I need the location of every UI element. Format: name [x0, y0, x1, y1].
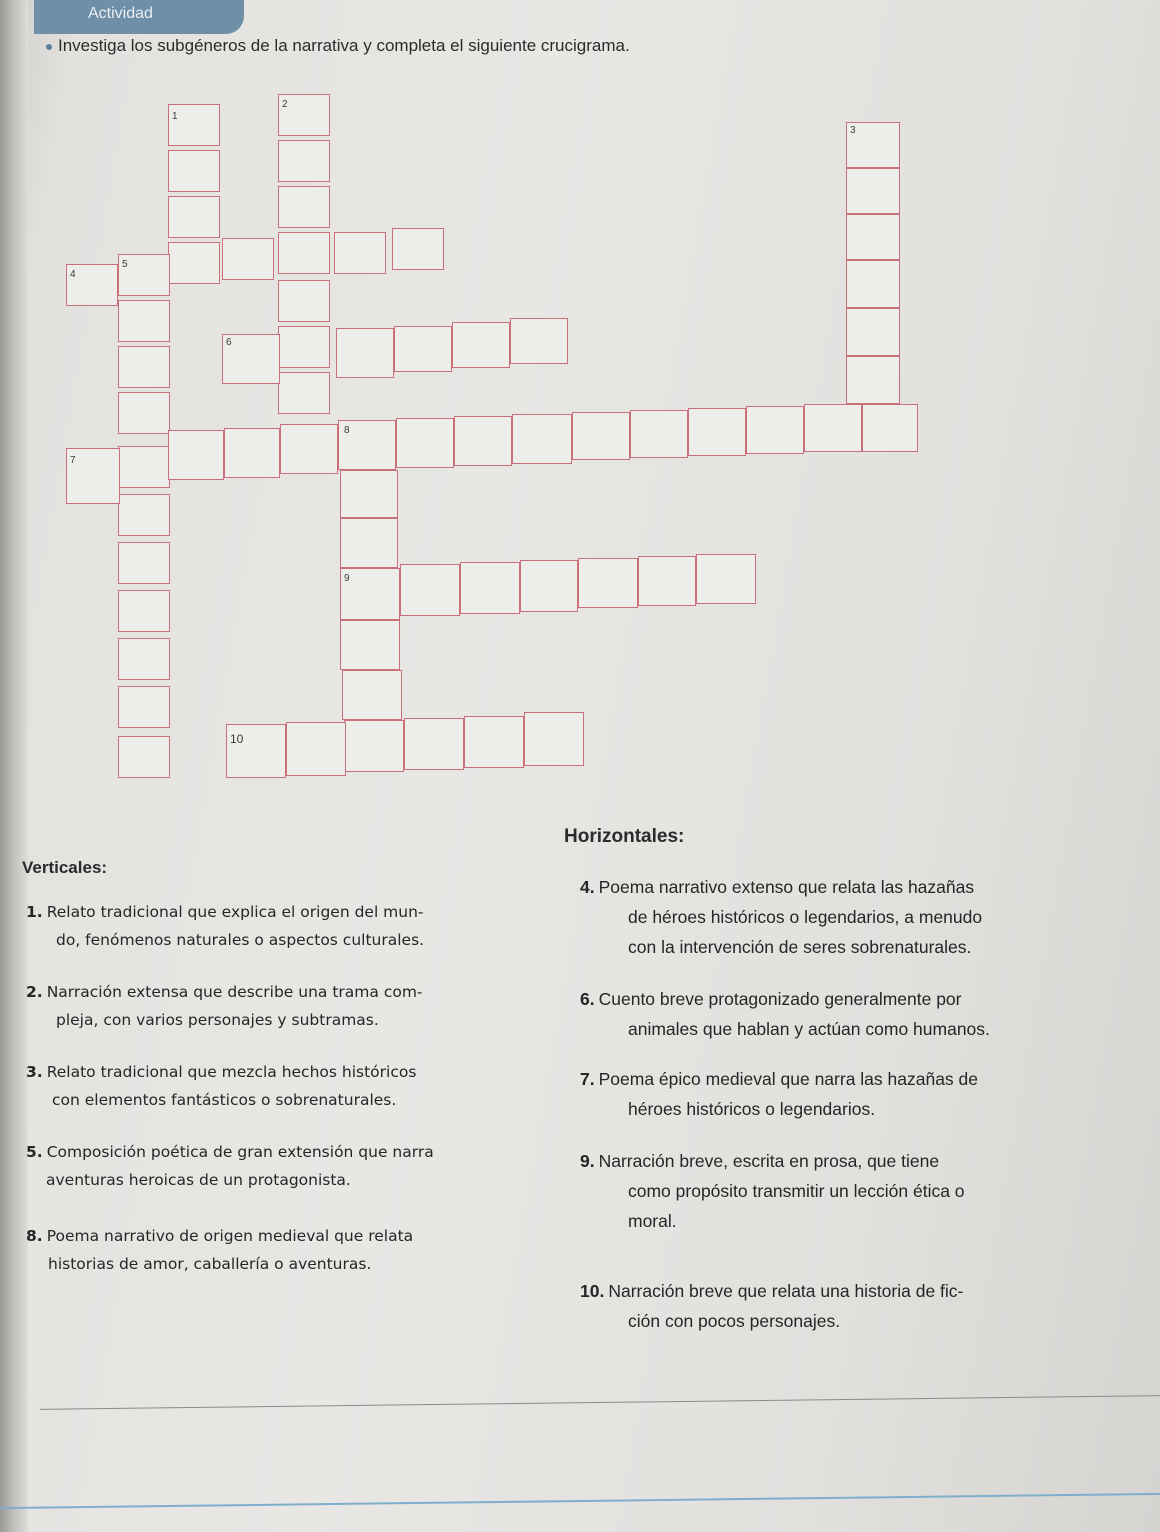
crossword-cell[interactable]	[394, 326, 452, 372]
crossword-cell[interactable]	[630, 410, 688, 458]
divider-line	[0, 1493, 1160, 1509]
clue-number: 1	[172, 111, 178, 122]
crossword-cell[interactable]	[400, 564, 460, 616]
crossword-cell[interactable]	[278, 140, 330, 182]
horizontal-clue: 4. Poema narrativo extenso que relata las hazañas de héroes históricos o legendarios, a menudo con la intervención de seres sobrenaturales.	[580, 877, 983, 957]
crossword-cell[interactable]	[638, 556, 696, 606]
crossword-cell[interactable]	[454, 416, 512, 466]
crossword-cell[interactable]	[342, 670, 402, 720]
crossword-cell[interactable]	[696, 554, 756, 604]
crossword-cell[interactable]	[392, 228, 444, 270]
crossword-cell[interactable]	[334, 232, 386, 274]
clue-number: 10	[230, 732, 244, 746]
vertical-clue: 1. Relato tradicional que explica el origen del mun- do, fenómenos naturales o aspectos culturales.	[26, 903, 425, 949]
crossword-cell[interactable]	[862, 404, 918, 452]
vertical-clue: 5. Composición poética de gran extensión que narra aventuras heroicas de un protagonista.	[26, 1143, 434, 1189]
crossword-cell[interactable]	[278, 232, 330, 274]
crossword-cell[interactable]	[336, 328, 394, 378]
vertical-heading: Verticales:	[22, 858, 108, 877]
vertical-clue: 8. Poema narrativo de origen medieval que relata historias de amor, caballería o aventuras.	[26, 1227, 414, 1273]
crossword-cell[interactable]	[520, 560, 578, 612]
crossword-cell[interactable]	[846, 168, 900, 214]
crossword-cell[interactable]	[224, 428, 280, 478]
crossword-cell[interactable]	[286, 722, 346, 776]
instruction-text: Investiga los subgéneros de la narrativa y completa el siguiente crucigrama.	[46, 36, 630, 56]
horizontal-clue: 10. Narración breve que relata una historia de fic- ción con pocos personajes.	[580, 1281, 964, 1331]
crossword-cell[interactable]	[278, 186, 330, 228]
horizontal-clue: 7. Poema épico medieval que narra las hazañas de héroes históricos o legendarios.	[580, 1069, 979, 1119]
clue-number: 2	[282, 99, 288, 110]
horizontal-clue: 6. Cuento breve protagonizado generalmente por animales que hablan y actúan como humanos.	[580, 989, 990, 1039]
clue-number: 7	[70, 455, 76, 466]
divider-line	[40, 1395, 1160, 1410]
crossword-cell[interactable]	[524, 712, 584, 766]
crossword-cell[interactable]	[846, 214, 900, 260]
crossword-cell[interactable]	[340, 470, 398, 518]
crossword-cell[interactable]	[340, 620, 400, 670]
clue-number: 3	[850, 125, 856, 136]
crossword-cell[interactable]	[168, 150, 220, 192]
crossword-cell[interactable]	[460, 562, 520, 614]
activity-tab: Actividad	[34, 0, 244, 34]
horizontal-heading: Horizontales:	[564, 826, 685, 847]
horizontal-clue: 9. Narración breve, escrita en prosa, que tiene como propósito transmitir un lección ética o moral.	[580, 1151, 965, 1231]
crossword-cell[interactable]	[118, 590, 170, 632]
crossword-cell[interactable]	[118, 346, 170, 388]
clue-number: 9	[344, 573, 350, 584]
crossword-cell[interactable]	[168, 242, 220, 284]
crossword-cell[interactable]	[396, 418, 454, 468]
crossword-cell[interactable]	[512, 414, 572, 464]
crossword-cell[interactable]	[340, 518, 398, 568]
crossword-cell[interactable]	[118, 542, 170, 584]
crossword-cell[interactable]	[118, 638, 170, 680]
clue-number: 6	[226, 337, 232, 348]
crossword-cell[interactable]	[278, 280, 330, 322]
crossword-cell[interactable]	[222, 238, 274, 280]
crossword-cell[interactable]	[846, 260, 900, 308]
crossword-cell[interactable]	[804, 404, 862, 452]
crossword-cell[interactable]	[168, 430, 224, 480]
crossword-cell[interactable]	[168, 196, 220, 238]
crossword-cell[interactable]	[118, 736, 170, 778]
crossword-cell[interactable]	[118, 300, 170, 342]
crossword-cell[interactable]	[344, 720, 404, 772]
crossword-cell[interactable]	[578, 558, 638, 608]
crossword-cell[interactable]	[278, 326, 330, 368]
clue-number: 5	[122, 259, 128, 270]
vertical-clue: 2. Narración extensa que describe una trama com- pleja, con varios personajes y subtramas.	[26, 983, 423, 1029]
crossword-cell[interactable]	[688, 408, 746, 456]
crossword-cell[interactable]	[572, 412, 630, 460]
crossword-cell[interactable]	[118, 686, 170, 728]
clue-number: 4	[70, 269, 76, 280]
crossword-cell[interactable]	[280, 424, 338, 474]
crossword-cell[interactable]	[404, 718, 464, 770]
crossword-cell[interactable]	[746, 406, 804, 454]
crossword-cell[interactable]	[846, 356, 900, 404]
crossword-cell[interactable]	[464, 716, 524, 768]
crossword-cell[interactable]	[452, 322, 510, 368]
crossword-cell[interactable]	[510, 318, 568, 364]
crossword-cell[interactable]	[118, 446, 170, 488]
vertical-clue: 3. Relato tradicional que mezcla hechos históricos con elementos fantásticos o sobrenaturales.	[26, 1063, 417, 1109]
clue-number: 8	[344, 425, 350, 436]
crossword-cell[interactable]	[118, 392, 170, 434]
crossword-cell[interactable]	[118, 494, 170, 536]
crossword-cell[interactable]	[278, 372, 330, 414]
crossword-cell[interactable]	[846, 308, 900, 356]
